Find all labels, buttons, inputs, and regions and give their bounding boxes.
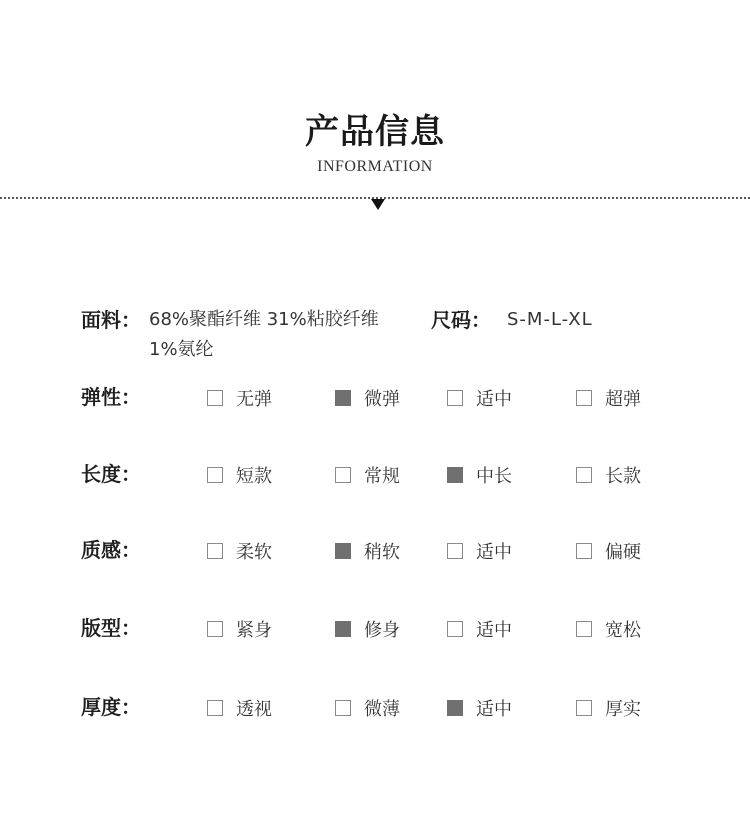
option-texture-2[interactable] <box>335 537 400 565</box>
section-subtitle: INFORMATION <box>317 158 433 175</box>
checkbox-icon[interactable] <box>447 390 463 406</box>
option-texture-3[interactable] <box>447 537 512 565</box>
checked-checkbox-icon[interactable] <box>335 390 351 406</box>
option-label: 厚实 <box>605 699 641 720</box>
fabric-value-line1: 68%聚酯纤维 31%粘胶纤维 <box>149 309 379 330</box>
down-arrow-icon <box>371 199 385 210</box>
option-label: 适中 <box>476 699 512 720</box>
option-fit-4[interactable] <box>576 615 641 643</box>
option-label: 常规 <box>364 466 400 487</box>
checkbox-icon[interactable] <box>207 543 223 559</box>
attr-label-thickness: 厚度： <box>81 695 141 719</box>
option-label: 微弹 <box>364 389 400 410</box>
option-elasticity-2[interactable] <box>335 384 400 412</box>
option-label: 中长 <box>476 466 512 487</box>
size-value: S-M-L-XL <box>507 309 593 330</box>
option-label: 微薄 <box>364 699 400 720</box>
option-thickness-2[interactable] <box>335 694 400 722</box>
option-length-3[interactable] <box>447 461 512 489</box>
option-length-4[interactable] <box>576 461 641 489</box>
option-label: 修身 <box>364 620 400 641</box>
option-label: 适中 <box>476 389 512 410</box>
option-label: 超弹 <box>605 389 641 410</box>
checkbox-icon[interactable] <box>447 621 463 637</box>
size-label: 尺码： <box>431 308 491 332</box>
option-label: 短款 <box>236 466 272 487</box>
checkbox-icon[interactable] <box>576 390 592 406</box>
option-thickness-4[interactable] <box>576 694 641 722</box>
fabric-value-line2: 1%氨纶 <box>149 339 214 360</box>
option-elasticity-3[interactable] <box>447 384 512 412</box>
attr-label-length: 长度： <box>81 462 141 486</box>
option-elasticity-4[interactable] <box>576 384 641 412</box>
fabric-label: 面料： <box>81 308 141 332</box>
option-label: 长款 <box>605 466 641 487</box>
attr-label-texture: 质感： <box>81 538 141 562</box>
option-elasticity-1[interactable] <box>207 384 272 412</box>
attr-label-fit: 版型： <box>81 616 141 640</box>
option-thickness-1[interactable] <box>207 694 272 722</box>
option-label: 宽松 <box>605 620 641 641</box>
checkbox-icon[interactable] <box>335 467 351 483</box>
option-label: 适中 <box>476 542 512 563</box>
checkbox-icon[interactable] <box>207 467 223 483</box>
checkbox-icon[interactable] <box>576 467 592 483</box>
option-length-1[interactable] <box>207 461 272 489</box>
checkbox-icon[interactable] <box>576 621 592 637</box>
option-label: 透视 <box>236 699 272 720</box>
option-label: 偏硬 <box>605 542 641 563</box>
option-thickness-3[interactable] <box>447 694 512 722</box>
option-label: 紧身 <box>236 620 272 641</box>
checkbox-icon[interactable] <box>576 543 592 559</box>
option-texture-1[interactable] <box>207 537 272 565</box>
option-label: 稍软 <box>364 542 400 563</box>
checked-checkbox-icon[interactable] <box>335 543 351 559</box>
checkbox-icon[interactable] <box>207 390 223 406</box>
checkbox-icon[interactable] <box>207 621 223 637</box>
option-label: 柔软 <box>236 542 272 563</box>
attr-label-elasticity: 弹性： <box>81 385 141 409</box>
checkbox-icon[interactable] <box>576 700 592 716</box>
checked-checkbox-icon[interactable] <box>447 467 463 483</box>
option-label: 无弹 <box>236 389 272 410</box>
checkbox-icon[interactable] <box>207 700 223 716</box>
option-label: 适中 <box>476 620 512 641</box>
option-texture-4[interactable] <box>576 537 641 565</box>
option-fit-3[interactable] <box>447 615 512 643</box>
checked-checkbox-icon[interactable] <box>335 621 351 637</box>
option-fit-2[interactable] <box>335 615 400 643</box>
option-fit-1[interactable] <box>207 615 272 643</box>
checked-checkbox-icon[interactable] <box>447 700 463 716</box>
option-length-2[interactable] <box>335 461 400 489</box>
section-title: 产品信息 <box>305 112 445 152</box>
checkbox-icon[interactable] <box>335 700 351 716</box>
checkbox-icon[interactable] <box>447 543 463 559</box>
